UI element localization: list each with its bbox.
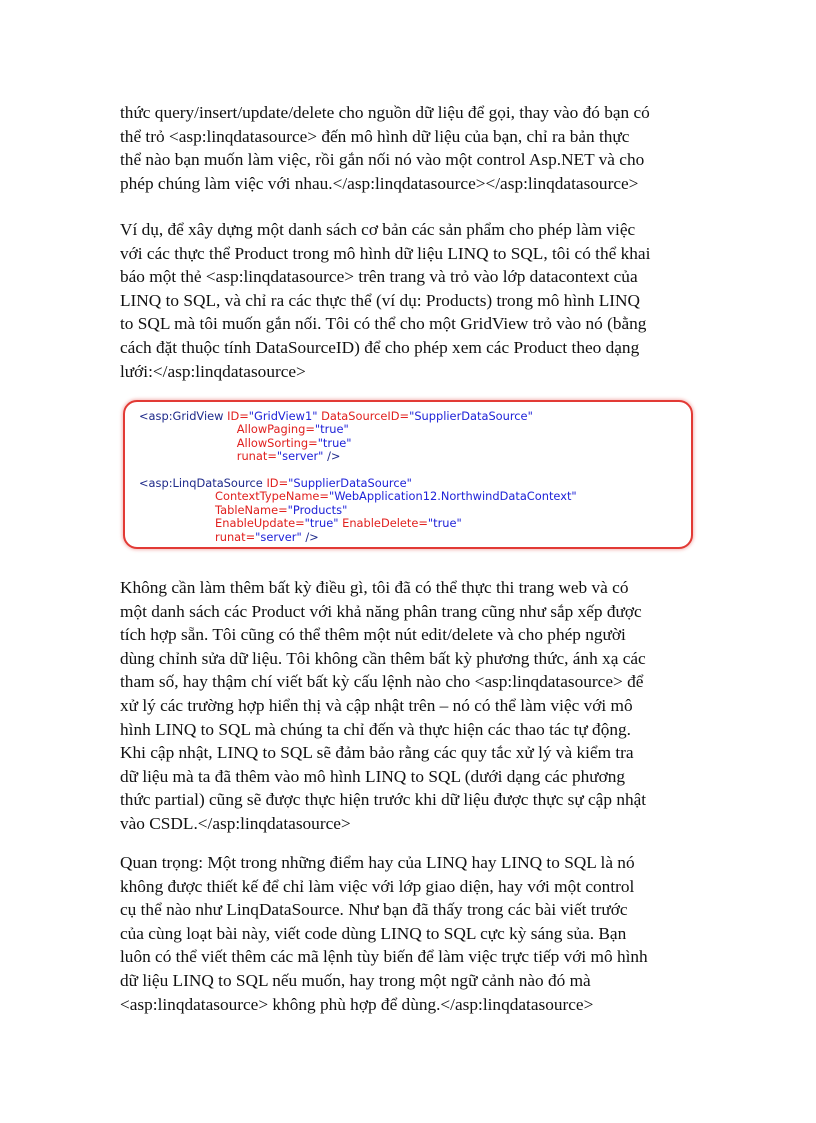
text-line: Quan trọng: Một trong những điểm hay của LINQ hay LINQ to SQL là nó [120, 853, 635, 872]
text-line: với các thực thể Product trong mô hình dữ liệu LINQ to SQL, tôi có thể khai [120, 243, 651, 263]
code-line: <asp:LinqDataSource ID="SupplierDataSource" [139, 476, 412, 491]
text-line: lưới:</asp:linqdatasource> [120, 361, 306, 381]
text-line: vào CSDL.</asp:linqdatasource> [120, 813, 351, 833]
text-line: Khi cập nhật, LINQ to SQL sẽ đảm bảo rằng các quy tắc xử lý và kiểm tra [120, 743, 634, 763]
text-line: tích hợp sẵn. Tôi cũng có thể thêm một nút edit/delete và cho phép người [120, 625, 626, 645]
code-line: <asp:GridView ID="GridView1" DataSourceID="SupplierDataSource" [139, 409, 533, 423]
paragraph-2 [120, 218, 700, 383]
text-line: dữ liệu LINQ to SQL nếu muốn, hay trong một ngữ cảnh nào đó mà [120, 970, 591, 990]
text-line: cụ thể nào như LinqDataSource. Như bạn đã thấy trong các bài viết trước [120, 900, 628, 920]
code-line: TableName="Products" [215, 502, 348, 517]
text-line: cách đặt thuộc tính DataSourceID) để cho phép xem các Product theo dạng [120, 337, 640, 357]
text-line: xử lý các trường hợp hiển thị và cập nhật trên – nó có thể làm việc với mô [120, 695, 633, 715]
text-line: hình LINQ to SQL mà chúng ta chỉ đến và thực hiện các thao tác tự động. [120, 719, 631, 739]
code-line: ContextTypeName="WebApplication12.NorthwindDataContext" [215, 489, 577, 504]
code-line: runat="server" /> [215, 529, 319, 544]
code-line: AllowSorting="true" [236, 435, 352, 450]
text-line: Ví dụ, để xây dựng một danh sách cơ bản các sản phẩm cho phép làm việc [120, 220, 636, 239]
code-line: runat="server" /> [236, 449, 341, 464]
paragraph-3 [120, 576, 700, 836]
code-line [139, 464, 577, 477]
text-line: không được thiết kế để chỉ làm việc với lớp giao diện, hay với một control [120, 876, 635, 896]
text-line: to SQL mà tôi muốn gắn nối. Tôi có thể cho một GridView trỏ vào nó (bằng [120, 314, 647, 334]
text-line: <asp:linqdatasource> không phù hợp để dùng.</asp:linqdatasource> [120, 994, 594, 1014]
paragraph-1 [120, 101, 700, 195]
text-line: thức query/insert/update/delete cho nguồn dữ liệu để gọi, thay vào đó bạn có [120, 103, 650, 122]
text-line: thể nào bạn muốn làm việc, rồi gắn nối nó vào một control Asp.NET và cho [120, 150, 645, 170]
text-line: báo một thẻ <asp:linqdatasource> trên trang và trỏ vào lớp datacontext của [120, 267, 638, 287]
paragraph-4 [120, 851, 700, 1016]
text-line: dùng chỉnh sửa dữ liệu. Tôi không cần thêm bất kỳ phương thức, ánh xạ các [120, 648, 646, 668]
code-sample-frame [123, 400, 693, 549]
text-line: dữ liệu mà ta đã thêm vào mô hình LINQ to SQL (dưới dạng các phương [120, 766, 626, 786]
text-line: phép chúng làm việc với nhau.</asp:linqdatasource></asp:linqdatasource> [120, 173, 639, 193]
text-line: thể trỏ <asp:linqdatasource> đến mô hình dữ liệu của bạn, chỉ ra bản thực [120, 126, 630, 146]
code-line: AllowPaging="true" [236, 422, 349, 437]
text-line: LINQ to SQL, và chỉ ra các thực thể (ví dụ: Products) trong mô hình LINQ [120, 290, 641, 310]
text-line: của cùng loạt bài này, viết code dùng LINQ to SQL cực kỳ sáng sủa. Bạn [120, 923, 627, 943]
text-line: thức partial) cũng sẽ được thực hiện trước khi dữ liệu được thực sự cập nhật [120, 790, 647, 810]
text-line: một danh sách các Product với khả năng phân trang cũng như sắp xếp được [120, 601, 642, 621]
text-line: Không cần làm thêm bất kỳ điều gì, tôi đã có thể thực thi trang web và có [120, 578, 629, 597]
text-line: tham số, hay thậm chí viết bất kỳ cấu lệnh nào cho <asp:linqdatasource> để [120, 672, 644, 692]
text-line: luôn có thể viết thêm các mã lệnh tùy biến để làm việc trực tiếp với mô hình [120, 947, 648, 967]
code-line: EnableUpdate="true" EnableDelete="true" [215, 516, 462, 531]
code-sample [139, 410, 577, 544]
